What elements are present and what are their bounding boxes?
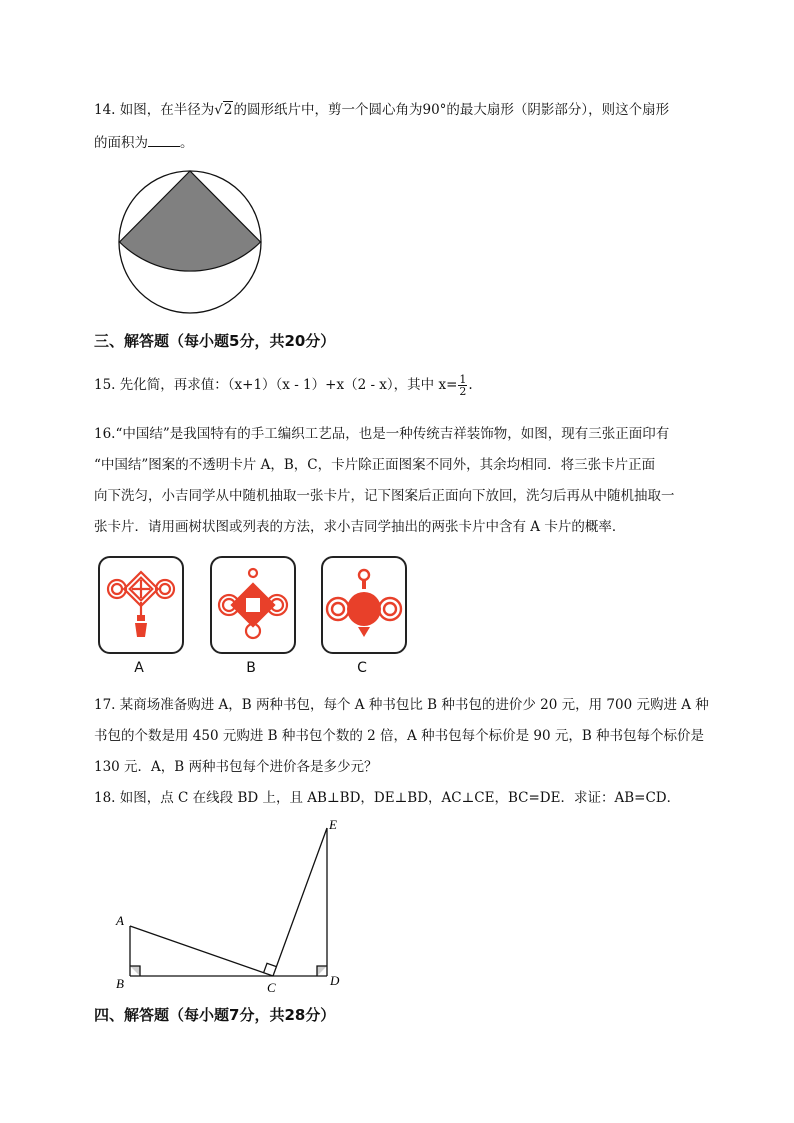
label-c: C xyxy=(267,980,276,995)
card-b xyxy=(210,556,296,654)
label-e: E xyxy=(329,817,337,832)
q16-line-3: 向下洗匀，小吉同学从中随机抽取一张卡片，记下图案后正面向下放回，洗匀后再从中随机抽取一 xyxy=(94,488,675,504)
card-label-a: A xyxy=(134,660,144,676)
q18-line: 18. 如图，点 C 在线段 BD 上，且 AB⊥BD，DE⊥BD，AC⊥CE，BC=DE．求证：AB=CD． xyxy=(94,790,681,806)
frac-denominator: 2 xyxy=(459,385,467,398)
q14-text-d: 。 xyxy=(180,135,194,151)
label-b: B xyxy=(116,976,124,991)
fraction-one-half xyxy=(458,374,467,397)
right-angle-d xyxy=(317,966,327,976)
q14-number: 14. xyxy=(94,102,116,118)
q16-line-4: 张卡片．请用画树状图或列表的方法，求小吉同学抽出的两张卡片中含有 A 卡片的概率． xyxy=(94,519,626,535)
q14-line2 xyxy=(94,132,194,153)
q14-text-a: 如图，在半径为 xyxy=(119,102,215,118)
segment-ac xyxy=(130,926,273,976)
sqrt-expression: √2 xyxy=(214,102,233,118)
section-3-title: 三、解答题（每小题5分，共20分） xyxy=(94,332,336,350)
chinese-knot-icon-b xyxy=(213,565,293,645)
answer-blank[interactable] xyxy=(148,132,180,147)
q17-line-1: 17. 某商场准备购进 A，B 两种书包，每个 A 种书包比 B 种书包的进价少 20 元，用 700 元购进 A 种 xyxy=(94,697,709,713)
q15-line xyxy=(94,374,473,397)
right-angle-b xyxy=(130,966,140,976)
radicand: 2 xyxy=(223,102,233,118)
q15-number: 15. xyxy=(94,377,116,393)
shaded-sector xyxy=(120,171,261,271)
q14-text-b: 的圆形纸片中，剪一个圆心角为90°的最大扇形（阴影部分），则这个扇形 xyxy=(233,102,670,118)
label-a: A xyxy=(116,913,124,928)
card-label-c: C xyxy=(357,660,367,676)
geometry-figure xyxy=(110,815,350,995)
section-4-title: 四、解答题（每小题7分，共28分） xyxy=(94,1006,336,1024)
card-a xyxy=(98,556,184,654)
q14-line1 xyxy=(94,100,669,120)
q16-line-1: 16.“中国结”是我国特有的手工编织工艺品，也是一种传统吉祥装饰物，如图，现有三张正面印有 xyxy=(94,426,670,442)
chinese-knot-icon-a xyxy=(101,565,181,645)
q16-line-2: “中国结”图案的不透明卡片 A，B，C，卡片除正面图案不同外，其余均相同．将三张卡片正面 xyxy=(94,457,656,473)
q14-text-c: 的面积为 xyxy=(94,135,148,151)
card-label-b: B xyxy=(246,660,256,676)
q17-line-3: 130 元．A，B 两种书包每个进价各是多少元？ xyxy=(94,759,378,775)
label-d: D xyxy=(330,973,340,988)
chinese-knot-icon-c xyxy=(324,565,404,645)
frac-numerator: 1 xyxy=(459,373,467,386)
q15-text: 先化简，再求值：（x+1）（x - 1）+x（2 - x），其中 x= xyxy=(119,377,458,393)
circle-sector-figure xyxy=(112,166,272,316)
card-c xyxy=(321,556,407,654)
q15-end: . xyxy=(468,377,473,393)
segment-ce xyxy=(273,828,327,976)
q17-line-2: 书包的个数是用 450 元购进 B 种书包个数的 2 倍，A 种书包每个标价是 90 元，B 种书包每个标价是 xyxy=(94,728,705,744)
